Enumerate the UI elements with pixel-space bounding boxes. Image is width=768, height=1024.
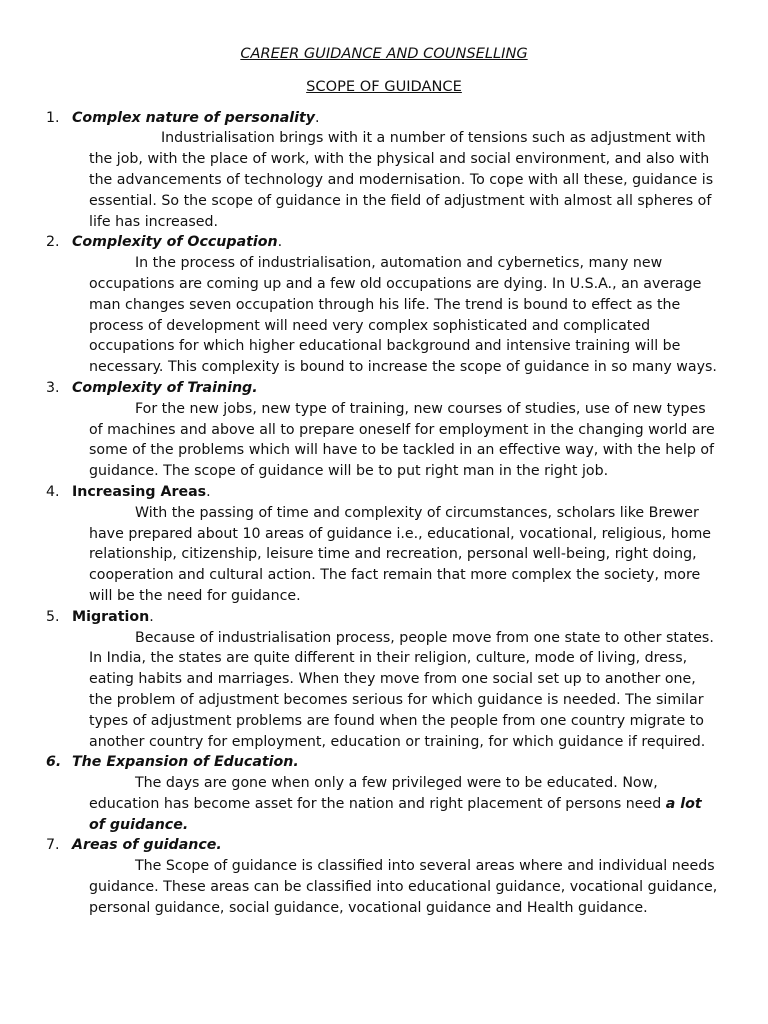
paragraph-emphasis: a lot of guidance. bbox=[89, 795, 702, 833]
list-item bbox=[46, 752, 722, 773]
item-paragraph: Because of industrialisation process, people move from one state to other states. In India, the states are quite different in their religion, culture, mode of living, dress, eating habits and marriages. When they move from one social set up to another one, the problem of adjustment becomes serious for which guidance is needed. The similar types of adjustment problems are found when the people from one country migrate to another country for employment, education or training, for which guidance if required. bbox=[89, 629, 714, 750]
list-item bbox=[46, 232, 722, 253]
document-subtitle: SCOPE OF GUIDANCE bbox=[306, 77, 462, 95]
item-number: 4. bbox=[46, 483, 60, 500]
item-paragraph: In the process of industrialisation, automation and cybernetics, many new occupations are coming up and a few old occupations are dying. In U.S.A., an average man changes seven occupation through his life. The trend is bound to effect as the process of development will need very complex sophisticated and complicated occupations for which higher educational background and intensive training will be necessary. This complexity is bound to increase the scope of guidance in so many ways. bbox=[89, 255, 717, 376]
heading-suffix: . bbox=[206, 483, 211, 500]
item-heading: The Expansion of Education. bbox=[72, 754, 299, 771]
list-item bbox=[46, 378, 722, 399]
list-item bbox=[46, 482, 722, 503]
list-item bbox=[46, 835, 722, 856]
heading-suffix: . bbox=[277, 234, 283, 251]
item-number: 5. bbox=[46, 608, 60, 625]
item-paragraph: The Scope of guidance is classified into several areas where and individual needs guidance. These areas can be classified into educational guidance, vocational guidance, personal guidance, social guidance, vocational guidance and Health guidance. bbox=[89, 858, 718, 916]
item-heading: Complex nature of personality bbox=[72, 109, 316, 126]
paragraph-text: The days are gone when only a few privileged were to be educated. Now, education has become asset for the nation and right placement of persons need bbox=[89, 775, 662, 812]
item-paragraph bbox=[89, 773, 722, 835]
item-paragraph: Industrialisation brings with it a number of tensions such as adjustment with the job, with the place of work, with the physical and social environment, and also with the advancements of technology and modernisation. To cope with all these, guidance is essential. So the scope of guidance in the field of adjustment with almost all spheres of life has increased. bbox=[89, 130, 714, 230]
list-item bbox=[46, 607, 722, 628]
heading-suffix: . bbox=[149, 608, 154, 625]
item-heading: Complexity of Training. bbox=[72, 379, 258, 396]
item-heading: Complexity of Occupation bbox=[72, 234, 278, 251]
item-heading: Migration bbox=[72, 608, 150, 625]
item-number: 6. bbox=[46, 754, 62, 771]
item-heading: Increasing Areas bbox=[72, 483, 207, 500]
item-heading: Areas of guidance. bbox=[72, 837, 222, 854]
item-number: 2. bbox=[46, 234, 60, 251]
item-paragraph: For the new jobs, new type of training, new courses of studies, use of new types of machines and above all to prepare oneself for employment in the changing world are some of the problems which will have to be tackled in an effective way, with the help of guidance. The scope of guidance will be to put right man in the right job. bbox=[89, 400, 715, 480]
item-number: 1. bbox=[46, 109, 60, 126]
item-number: 3. bbox=[46, 379, 60, 396]
item-paragraph: With the passing of time and complexity of circumstances, scholars like Brewer have prepared about 10 areas of guidance i.e., educational, vocational, religious, home relationship, citizenship, leisure time and recreation, personal well-being, right doing, cooperation and cultural action. The fact remain that more complex the society, more will be the need for guidance. bbox=[89, 504, 711, 604]
item-number: 7. bbox=[46, 837, 60, 854]
document-title: CAREER GUIDANCE AND COUNSELLING bbox=[240, 45, 528, 62]
heading-suffix: . bbox=[315, 109, 320, 126]
list-item bbox=[46, 108, 722, 129]
